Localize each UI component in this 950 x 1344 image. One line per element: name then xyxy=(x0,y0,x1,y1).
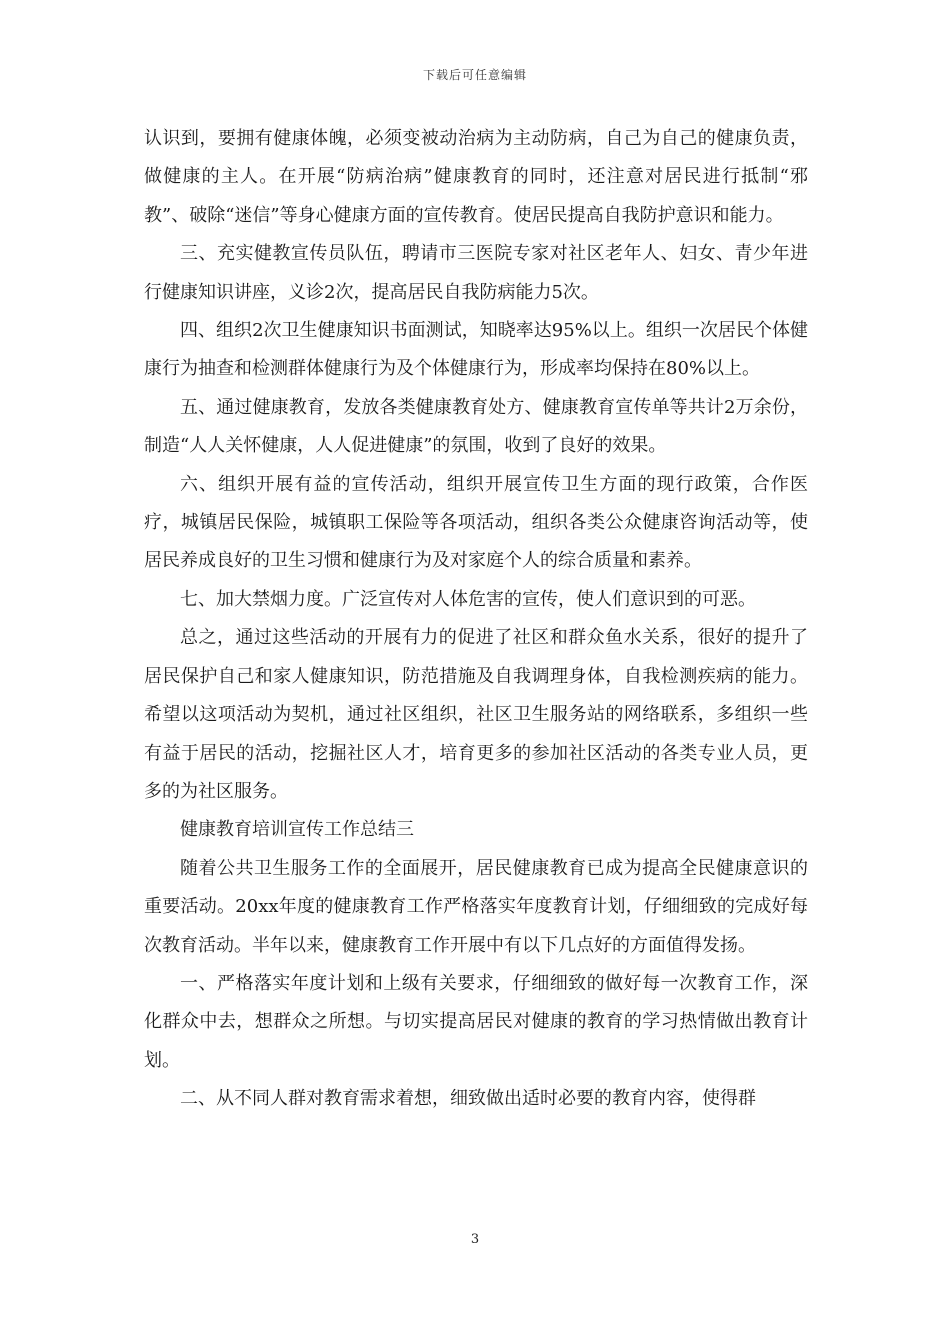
paragraph: 四、组织2次卫生健康知识书面测试，知晓率达95%以上。组织一次居民个体健康行为抽查和检测群体健康行为及个体健康行为，形成率均保持在80%以上。 xyxy=(144,320,808,380)
paragraph: 三、充实健教宣传员队伍，聘请市三医院专家对社区老年人、妇女、青少年进行健康知识讲座，义诊2次，提高居民自我防病能力5次。 xyxy=(144,243,808,303)
paragraph: 七、加大禁烟力度。广泛宣传对人体危害的宣传，使人们意识到的可恶。 xyxy=(180,588,756,610)
paragraph: 二、从不同人群对教育需求着想，细致做出适时必要的教育内容，使得群 xyxy=(180,1088,756,1110)
document-body xyxy=(144,120,808,1119)
paragraph: 六、组织开展有益的宣传活动，组织开展宣传卫生方面的现行政策，合作医疗，城镇居民保险，城镇职工保险等各项活动，组织各类公众健康咨询活动等，使居民养成良好的卫生习惯和健康行为及对家庭个人的综合质量和素养。 xyxy=(144,473,808,572)
section-heading: 健康教育培训宣传工作总结三 xyxy=(180,819,414,841)
page-number: 3 xyxy=(470,1232,480,1247)
page-header: 下载后可任意编辑 xyxy=(422,68,527,82)
paragraph: 五、通过健康教育，发放各类健康教育处方、健康教育宣传单等共计2万余份，制造“人人关怀健康，人人促进健康”的氛围，收到了良好的效果。 xyxy=(144,396,808,457)
paragraph: 认识到，要拥有健康体魄，必须变被动治病为主动防病，自己为自己的健康负责，做健康的主人。在开展“防病治病”健康教育的同时，还注意对居民进行抵制“邪教”、破除“迷信”等身心健康方面的宣传教育。使居民提高自我防护意识和能力。 xyxy=(144,128,808,226)
paragraph: 随着公共卫生服务工作的全面展开，居民健康教育已成为提高全民健康意识的重要活动。20xx年度的健康教育工作严格落实年度教育计划，仔细细致的完成好每次教育活动。半年以来，健康教育工作开展中有以下几点好的方面值得发扬。 xyxy=(144,857,808,956)
paragraph: 一、严格落实年度计划和上级有关要求，仔细细致的做好每一次教育工作，深化群众中去，想群众之所想。与切实提高居民对健康的教育的学习热情做出教育计划。 xyxy=(144,972,808,1071)
paragraph: 总之，通过这些活动的开展有力的促进了社区和群众鱼水关系，很好的提升了居民保护自己和家人健康知识，防范措施及自我调理身体，自我检测疾病的能力。希望以这项活动为契机，通过社区组织，社区卫生服务站的网络联系，多组织一些有益于居民的活动，挖掘社区人才，培育更多的参加社区活动的各类专业人员，更多的为社区服务。 xyxy=(144,627,808,802)
